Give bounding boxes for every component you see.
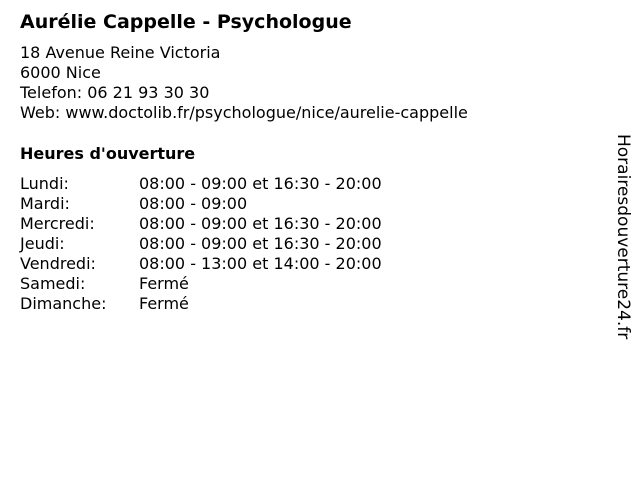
hours-row-lundi	[20, 174, 500, 194]
hours-row-dimanche	[20, 294, 500, 314]
day-label: Jeudi:	[20, 234, 65, 253]
day-hours: 08:00 - 09:00 et 16:30 - 20:00	[139, 234, 382, 253]
business-contact-block	[20, 43, 468, 123]
page-title: Aurélie Cappelle - Psychologue	[20, 11, 352, 33]
day-label: Lundi:	[20, 174, 69, 193]
day-hours: 08:00 - 09:00 et 16:30 - 20:00	[139, 174, 382, 193]
city-address: 6000 Nice	[20, 63, 101, 82]
day-hours: Fermé	[139, 294, 189, 313]
hours-row-jeudi	[20, 234, 500, 254]
day-label: Dimanche:	[20, 294, 107, 313]
hours-heading: Heures d'ouverture	[20, 144, 196, 163]
hours-row-mercredi	[20, 214, 500, 234]
street-address: 18 Avenue Reine Victoria	[20, 43, 221, 62]
day-hours: 08:00 - 13:00 et 14:00 - 20:00	[139, 254, 382, 273]
day-hours: 08:00 - 09:00	[139, 194, 248, 213]
site-watermark: Horairesdouverture24.fr	[613, 134, 633, 340]
day-label: Samedi:	[20, 274, 86, 293]
hours-row-samedi	[20, 274, 500, 294]
day-hours: Fermé	[139, 274, 189, 293]
hours-row-mardi	[20, 194, 500, 214]
web-line: Web: www.doctolib.fr/psychologue/nice/aurelie-cappelle	[20, 103, 468, 122]
day-label: Mardi:	[20, 194, 70, 213]
day-label: Mercredi:	[20, 214, 95, 233]
phone-line: Telefon: 06 21 93 30 30	[20, 83, 210, 102]
day-hours: 08:00 - 09:00 et 16:30 - 20:00	[139, 214, 382, 233]
day-label: Vendredi:	[20, 254, 96, 273]
hours-row-vendredi	[20, 254, 500, 274]
opening-hours-table	[20, 174, 500, 314]
